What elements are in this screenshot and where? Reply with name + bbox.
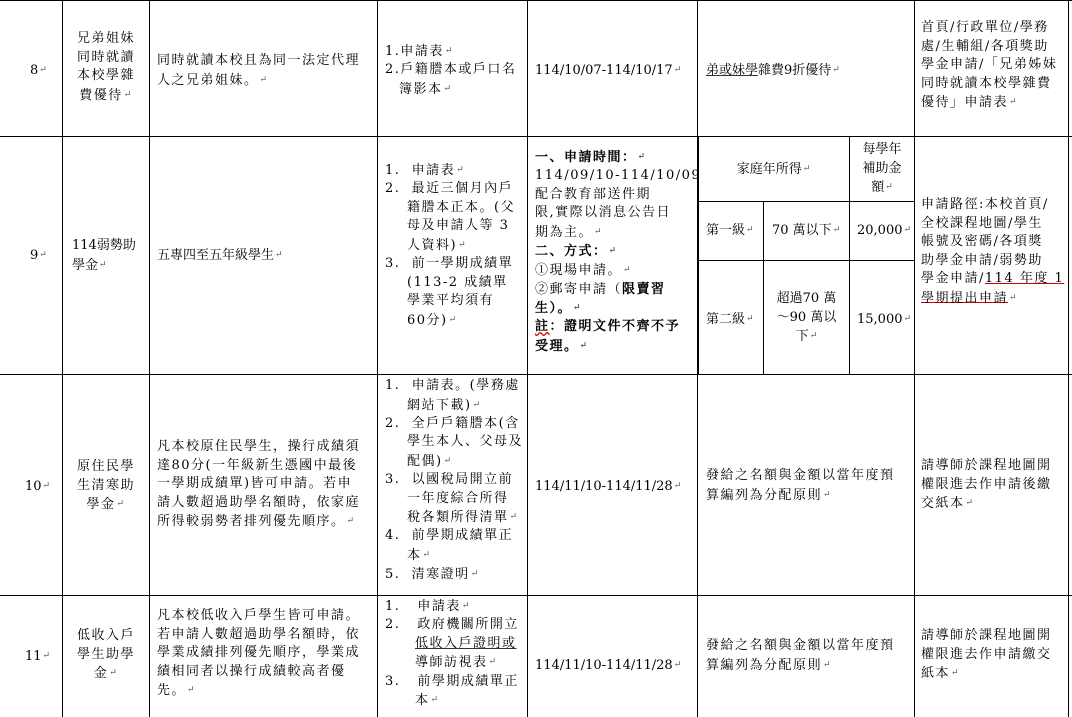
- column-divider: [149, 0, 150, 717]
- eligibility: 凡本校低收入戶學生皆可申請。 若申請人數超過助學名額時，依 學業成績排列優先順序，學業成 績相同者以操行成績較高者優 先。↵: [157, 608, 361, 698]
- tier-level: 第二級↵: [706, 311, 754, 327]
- subtable-divider: [698, 260, 914, 261]
- row-number: 11↵: [25, 648, 51, 664]
- application-process: 首頁/行政單位/學務 處/生輔組/各項獎助 學金申請/「兄弟姊妹 同時就讀本校學雜費 優待」申請表↵: [921, 20, 1058, 110]
- tier-amount: 15,000↵: [857, 311, 912, 327]
- documents: 1. 申請表↵ 2. 政府機關所開立 低收入戶證明或 導師訪視表↵ 3. 前學期成績單正 本↵: [385, 598, 519, 708]
- application-process: 請導師於課程地圖開 權限進去作申請後繳 交紙本↵: [921, 458, 1052, 511]
- amount: 發給之名額與金額以當年度預 算編列為分配原則↵: [706, 468, 895, 503]
- tier-level: 第一級↵: [706, 222, 754, 238]
- column-divider: [763, 201, 764, 374]
- tier-income: 超過70 萬 ～90 萬以 下↵: [776, 291, 837, 344]
- application-period: 114/11/10-114/11/28↵: [535, 478, 682, 494]
- application-process: 申請路徑:本校首頁/ 全校課程地圖/學生 帳號及密碼/各項獎 助學金申請/弱勢助 學金申請/114 年度 1 學期提出申請↵: [921, 197, 1065, 306]
- row-divider: [0, 374, 1072, 375]
- eligibility: 同時就讀本校且為同一法定代理 人之兄弟姐妹。↵: [157, 53, 361, 88]
- amount: 發給之名額與金額以當年度預 算編列為分配原則↵: [706, 638, 895, 673]
- scholarship-name: 原住民學 生清寒助 學金↵: [76, 459, 135, 512]
- column-divider: [914, 0, 915, 717]
- row-divider: [0, 0, 1072, 1]
- tier-income: 70 萬以下↵: [772, 222, 841, 238]
- column-divider: [527, 0, 528, 717]
- application-process: 請導師於課程地圖開 權限進去作申請繳交 紙本↵: [921, 628, 1052, 681]
- column-divider: [697, 0, 698, 136]
- row-divider: [0, 136, 1072, 137]
- documents: 1. 申請表。(學務處 網站下載)↵ 2. 全戶戶籍謄本(含 學生本人、父母及 配偶)↵ 3. 以國稅局開立前 一年度綜合所得 稅各類所得清單↵ 4. 前學期成績單正 本↵ 5. 清寒證明↵: [385, 378, 524, 582]
- documents: 1.申請表↵ 2.戶籍謄本或戶口名 簿影本↵: [385, 43, 517, 97]
- eligibility: 凡本校原住民學生，操行成績須 達80分(一年級新生憑國中最後 一學期成績單)皆可申請。若申 請人數超過助學名額時，依家庭 所得較弱勢者排列優先順序。↵: [157, 439, 361, 529]
- row-number: 9↵: [30, 247, 47, 263]
- scholarship-name: 低收入戶 學生助學 金↵: [76, 628, 135, 681]
- column-divider: [1068, 0, 1069, 717]
- subtable-divider: [698, 201, 914, 202]
- income-header: 家庭年所得↵: [736, 161, 811, 177]
- application-period: 一、申請時間：↵ 114/09/10-114/10/09 配合教育部送件期 限,實際以消息公告日 期為主。↵ 二、方式：↵ ①現場申請。↵ ②郵寄申請（限賣習 生）。↵ 註：證明文件不齊不予 受理。↵: [535, 149, 702, 354]
- row-divider: [0, 595, 1072, 596]
- amount: 弟或妹學雜費9折優待↵: [706, 62, 840, 78]
- application-period: 114/11/10-114/11/28↵: [535, 657, 682, 673]
- column-divider: [377, 0, 378, 717]
- tier-amount: 20,000↵: [857, 222, 912, 238]
- scholarship-name: 114弱勢助 學金↵: [72, 238, 136, 273]
- application-period: 114/10/07-114/10/17↵: [535, 62, 682, 78]
- documents: 1. 申請表↵ 2. 最近三個月內戶 籍謄本正本。(父 母及申請人等 3 人資料)↵ 3. 前一學期成績單 (113-2 成績單 學業平均須有 60分)↵: [385, 162, 516, 328]
- row-number: 10↵: [25, 478, 51, 494]
- row-number: 8↵: [30, 62, 47, 78]
- column-divider: [62, 0, 63, 717]
- amount-header: 每學年 補助金 額↵: [862, 142, 902, 195]
- scholarship-name: 兄弟姐妹 同時就讀 本校學雜 費優待↵: [76, 31, 135, 103]
- eligibility: 五專四至五年級學生↵: [157, 247, 283, 263]
- column-divider: [697, 374, 698, 717]
